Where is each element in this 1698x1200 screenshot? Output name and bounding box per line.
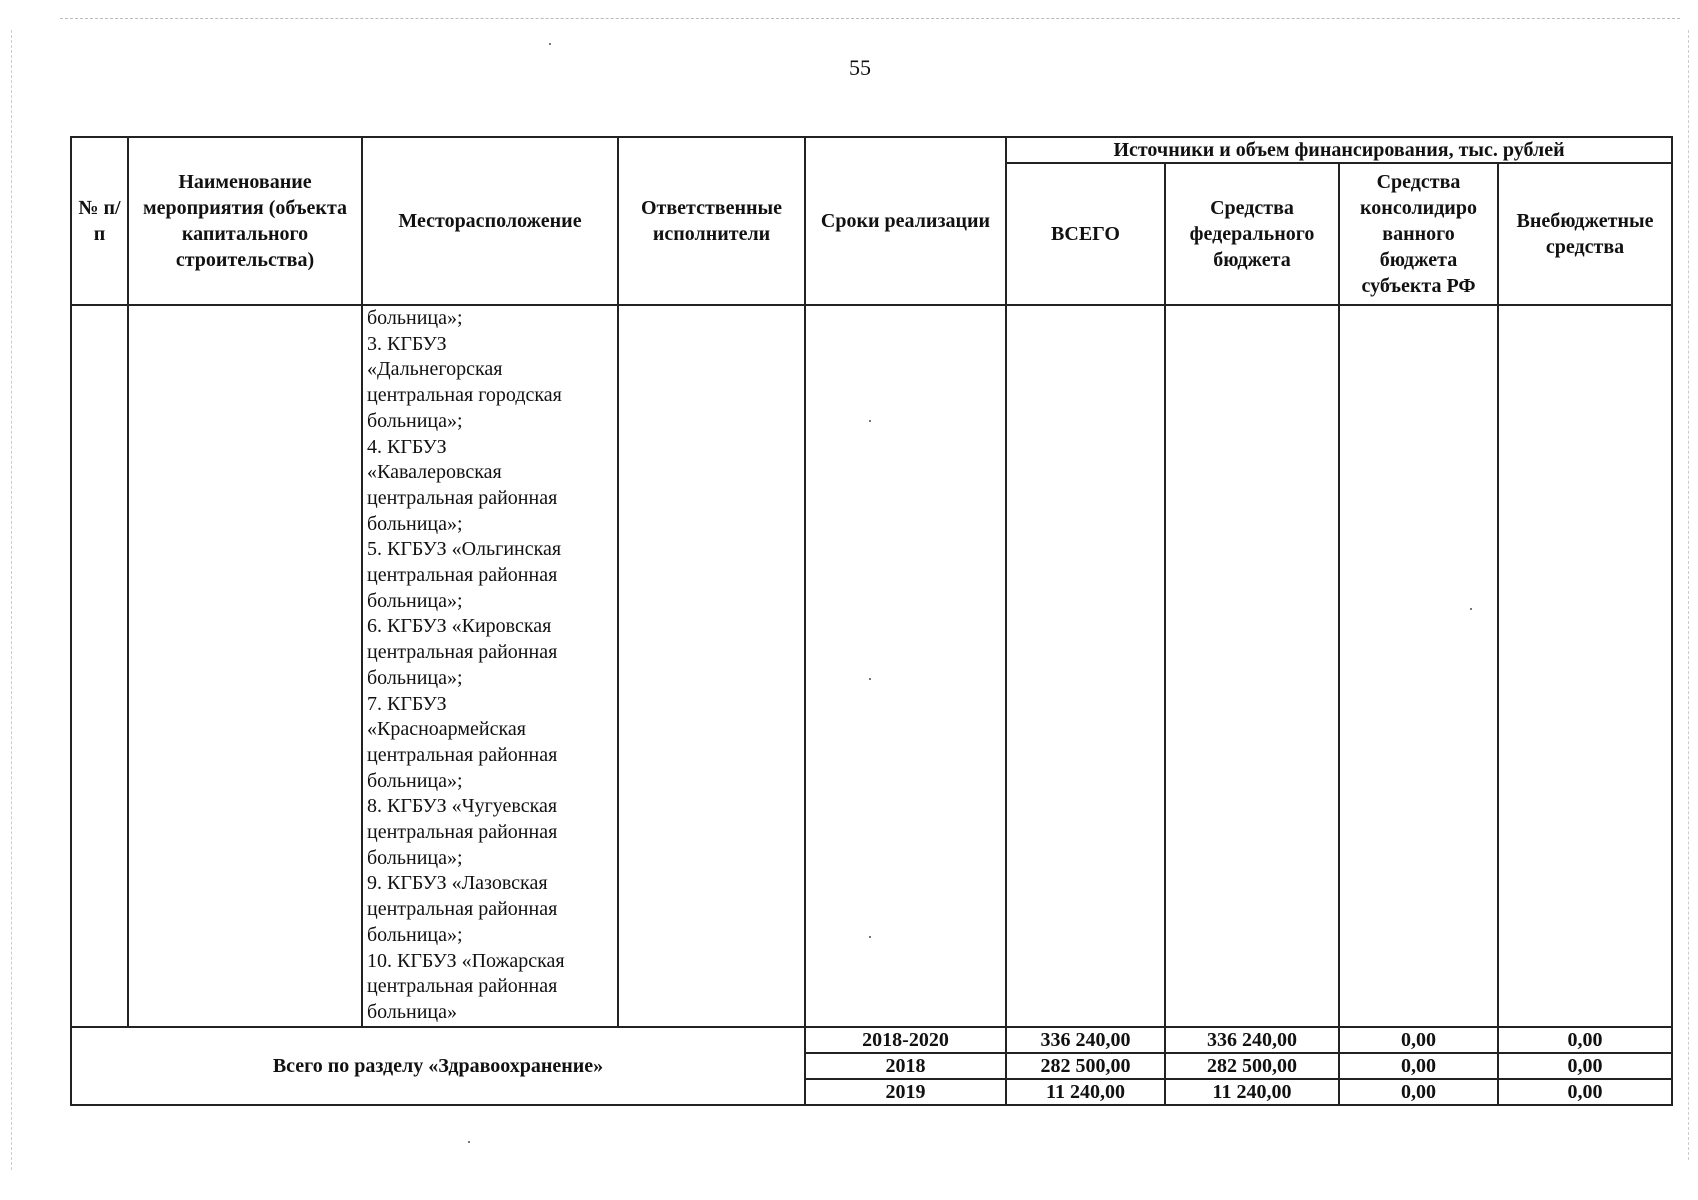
header-row-1 bbox=[71, 137, 1672, 163]
total-regional: 0,00 bbox=[1339, 1079, 1498, 1105]
scan-speck bbox=[869, 936, 871, 938]
header-executors: Ответственные исполнители bbox=[618, 137, 805, 305]
scan-edge-left bbox=[11, 30, 12, 1170]
header-location: Месторасположение bbox=[362, 137, 618, 305]
cell-executors bbox=[618, 305, 805, 1027]
scan-speck bbox=[869, 420, 871, 422]
header-num: № п/п bbox=[71, 137, 128, 305]
header-funding-group: Источники и объем финансирования, тыс. рублей bbox=[1006, 137, 1672, 163]
scan-speck bbox=[1470, 608, 1472, 610]
total-extra: 0,00 bbox=[1498, 1053, 1672, 1079]
header-federal: Средства федерального бюджета bbox=[1165, 163, 1339, 305]
total-extra: 0,00 bbox=[1498, 1079, 1672, 1105]
total-regional: 0,00 bbox=[1339, 1027, 1498, 1053]
header-name: Наименование мероприятия (объекта капитального строительства) bbox=[128, 137, 362, 305]
cell-regional bbox=[1339, 305, 1498, 1027]
page-number: 55 bbox=[849, 55, 871, 80]
cell-extra bbox=[1498, 305, 1672, 1027]
scan-speck bbox=[549, 43, 551, 45]
header-extra: Внебюджетные средства bbox=[1498, 163, 1672, 305]
cell-federal bbox=[1165, 305, 1339, 1027]
scan-speck bbox=[468, 1141, 470, 1143]
total-period: 2018 bbox=[805, 1053, 1006, 1079]
total-regional: 0,00 bbox=[1339, 1053, 1498, 1079]
total-row bbox=[71, 1027, 1672, 1053]
total-extra: 0,00 bbox=[1498, 1027, 1672, 1053]
total-federal: 11 240,00 bbox=[1165, 1079, 1339, 1105]
total-period: 2018-2020 bbox=[805, 1027, 1006, 1053]
total-sum: 282 500,00 bbox=[1006, 1053, 1165, 1079]
total-sum: 11 240,00 bbox=[1006, 1079, 1165, 1105]
cell-num bbox=[71, 305, 128, 1027]
total-federal: 282 500,00 bbox=[1165, 1053, 1339, 1079]
total-period: 2019 bbox=[805, 1079, 1006, 1105]
cell-period bbox=[805, 305, 1006, 1027]
funding-table bbox=[70, 136, 1673, 1106]
table-row bbox=[71, 305, 1672, 1027]
header-period: Сроки реализации bbox=[805, 137, 1006, 305]
cell-total bbox=[1006, 305, 1165, 1027]
cell-location: больница»; 3. КГБУЗ «Дальнегорская центральная городская больница»; 4. КГБУЗ «Кавалеровская центральная районная больница»; 5. КГБУЗ «Ольгинская центральная районная больница»; 6. КГБУЗ «Кировская центральная районная больница»; 7. КГБУЗ «Красноармейская центральная районная больница»; 8. КГБУЗ «Чугуевская центральная районная больница»; 9. КГБУЗ «Лазовская центральная районная больница»; 10. КГБУЗ «Пожарская центральная районная больница» bbox=[362, 305, 618, 1027]
cell-name bbox=[128, 305, 362, 1027]
total-label: Всего по разделу «Здравоохранение» bbox=[71, 1027, 805, 1105]
scan-speck bbox=[869, 678, 871, 680]
scan-edge-top bbox=[60, 18, 1680, 19]
total-federal: 336 240,00 bbox=[1165, 1027, 1339, 1053]
header-regional: Средства консолидиро ванного бюджета субъекта РФ bbox=[1339, 163, 1498, 305]
scan-edge-right bbox=[1688, 30, 1689, 1160]
header-total: ВСЕГО bbox=[1006, 163, 1165, 305]
total-sum: 336 240,00 bbox=[1006, 1027, 1165, 1053]
